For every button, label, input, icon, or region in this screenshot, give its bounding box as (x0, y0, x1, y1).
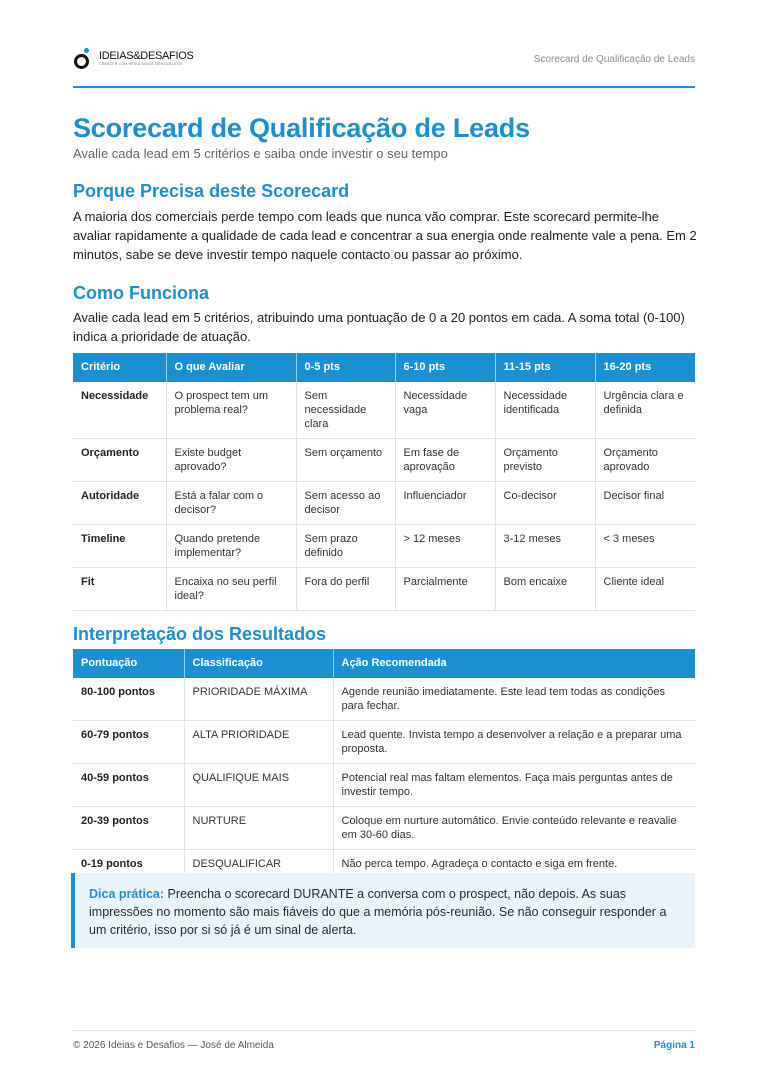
table-cell: < 3 meses (595, 525, 695, 568)
table-row (73, 382, 695, 439)
table-cell: Influenciador (395, 482, 495, 525)
row-label-cell: 60-79 pontos (73, 721, 184, 764)
column-header: 11-15 pts (495, 353, 595, 382)
table-cell: Necessidade vaga (395, 382, 495, 439)
table-header-row (73, 649, 695, 678)
table-row (73, 678, 695, 721)
table-cell: Quando pretende implementar? (166, 525, 296, 568)
tip-label: Dica prática: (89, 887, 165, 901)
table-row (73, 807, 695, 850)
row-label-cell: 0-19 pontos (73, 850, 184, 879)
footer-copyright: © 2026 Ideias e Desafios — José de Almeida (73, 1040, 274, 1051)
logo-icon (73, 48, 95, 70)
row-label-cell: Necessidade (73, 382, 166, 439)
table-cell: Sem prazo definido (296, 525, 395, 568)
table-cell: Encaixa no seu perfil ideal? (166, 568, 296, 611)
page-subtitle: Avalie cada lead em 5 critérios e saiba onde investir o seu tempo (73, 146, 448, 161)
table-cell: Cliente ideal (595, 568, 695, 611)
table-cell: Necessidade identificada (495, 382, 595, 439)
column-header: Critério (73, 353, 166, 382)
table-row (73, 482, 695, 525)
table-cell: Lead quente. Invista tempo a desenvolver a relação e a preparar uma proposta. (333, 721, 695, 764)
table-cell: Decisor final (595, 482, 695, 525)
table-cell: NURTURE (184, 807, 333, 850)
row-label-cell: Autoridade (73, 482, 166, 525)
table-cell: Bom encaixe (495, 568, 595, 611)
section-body-how: Avalie cada lead em 5 critérios, atribuindo uma pontuação de 0 a 20 pontos em cada. A soma total (0-100) indica a prioridade de atuação. (73, 310, 685, 344)
table-cell: O prospect tem um problema real? (166, 382, 296, 439)
table-cell: Agende reunião imediatamente. Este lead tem todas as condições para fechar. (333, 678, 695, 721)
table-cell: 3-12 meses (495, 525, 595, 568)
table-cell: PRIORIDADE MÁXIMA (184, 678, 333, 721)
table-cell: Orçamento aprovado (595, 439, 695, 482)
page-number: Página 1 (653, 1040, 695, 1051)
table-row (73, 721, 695, 764)
table-cell: Em fase de aprovação (395, 439, 495, 482)
table-cell: Urgência clara e definida (595, 382, 695, 439)
row-label-cell: Timeline (73, 525, 166, 568)
table-cell: Potencial real mas faltam elementos. Faça mais perguntas antes de investir tempo. (333, 764, 695, 807)
document-label: Scorecard de Qualificação de Leads (533, 54, 695, 65)
column-header: O que Avaliar (166, 353, 296, 382)
results-table (73, 649, 695, 879)
column-header: 0-5 pts (296, 353, 395, 382)
table-cell: ALTA PRIORIDADE (184, 721, 333, 764)
table-cell: Orçamento previsto (495, 439, 595, 482)
table-cell: Fora do perfil (296, 568, 395, 611)
tip-text: Preencha o scorecard DURANTE a conversa com o prospect, não depois. As suas impressões no momento são mais fiáveis do que a memória pós-reunião. Se não conseguir responder a um critério, isso por si só já é um sinal de alerta. (89, 887, 667, 937)
criteria-table (73, 353, 695, 611)
logo-tagline: CRESCER COM RESULTADOS MENSURÁVEIS (99, 62, 183, 67)
section-heading-results: Interpretação dos Resultados (73, 624, 327, 644)
table-row (73, 525, 695, 568)
company-logo (73, 46, 194, 72)
page-footer (73, 1030, 695, 1060)
table-cell: Sem orçamento (296, 439, 395, 482)
section-body-why: A maioria dos comerciais perde tempo com leads que nunca vão comprar. Este scorecard permite-lhe avaliar rapidamente a qualidade de cada lead e concentrar a sua energia onde realmente vale a pena. Em 2 minutos, sabe se deve investir tempo naquele contacto ou passar ao próximo. (73, 209, 697, 262)
table-header-row (73, 353, 695, 382)
column-header: Ação Recomendada (333, 649, 695, 678)
table-cell: Existe budget aprovado? (166, 439, 296, 482)
page-title: Scorecard de Qualificação de Leads (73, 113, 530, 143)
column-header: 6-10 pts (395, 353, 495, 382)
table-cell: Não perca tempo. Agradeça o contacto e siga em frente. (333, 850, 695, 879)
row-label-cell: 80-100 pontos (73, 678, 184, 721)
table-cell: DESQUALIFICAR (184, 850, 333, 879)
table-cell: Está a falar com o decisor? (166, 482, 296, 525)
table-cell: Co-decisor (495, 482, 595, 525)
logo-name: IDEIAS&DESAFIOS (99, 50, 194, 63)
table-row (73, 568, 695, 611)
table-row (73, 439, 695, 482)
column-header: Pontuação (73, 649, 184, 678)
table-cell: Sem necessidade clara (296, 382, 395, 439)
table-cell: Parcialmente (395, 568, 495, 611)
section-heading-why: Porque Precisa deste Scorecard (73, 181, 350, 201)
row-label-cell: Fit (73, 568, 166, 611)
row-label-cell: 40-59 pontos (73, 764, 184, 807)
page-header (73, 44, 695, 88)
column-header: 16-20 pts (595, 353, 695, 382)
row-label-cell: 20-39 pontos (73, 807, 184, 850)
table-cell: > 12 meses (395, 525, 495, 568)
row-label-cell: Orçamento (73, 439, 166, 482)
practical-tip-callout (71, 873, 695, 948)
table-cell: QUALIFIQUE MAIS (184, 764, 333, 807)
section-heading-how: Como Funciona (73, 283, 209, 303)
column-header: Classificação (184, 649, 333, 678)
table-row (73, 764, 695, 807)
table-cell: Coloque em nurture automático. Envie conteúdo relevante e reavalie em 30-60 dias. (333, 807, 695, 850)
table-cell: Sem acesso ao decisor (296, 482, 395, 525)
